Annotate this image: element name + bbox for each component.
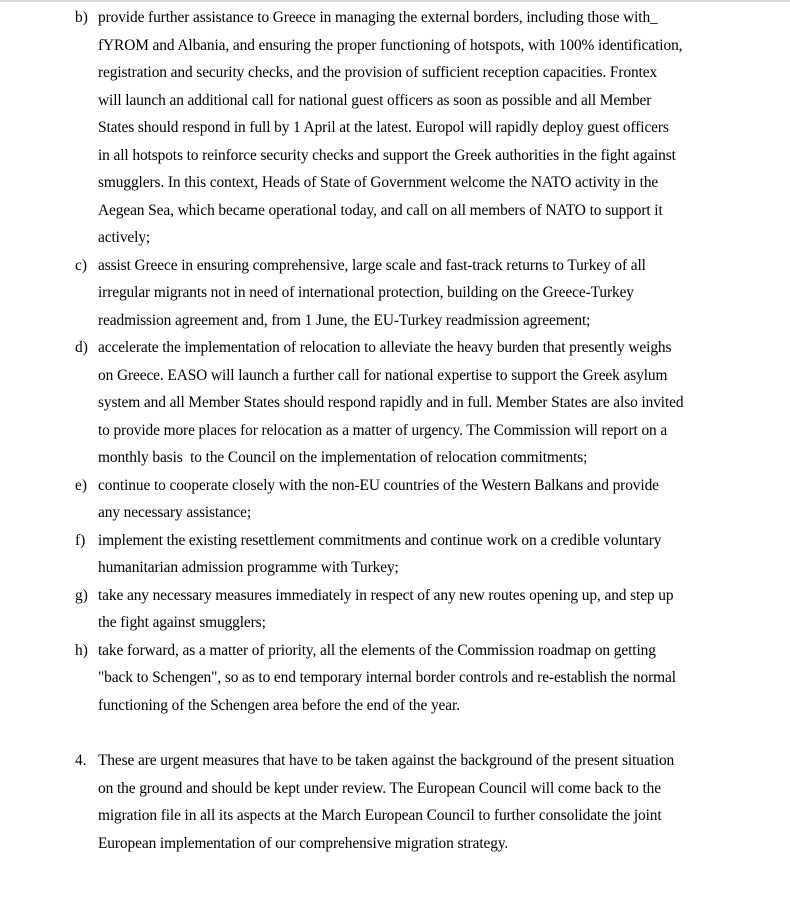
text-line: irregular migrants not in need of international protection, building on the Greece-Turkey xyxy=(98,284,634,301)
list-marker: g) xyxy=(75,587,88,604)
list-marker: h) xyxy=(75,642,88,659)
text-line: accelerate the implementation of relocation to alleviate the heavy burden that presently weighs xyxy=(98,339,672,356)
text-line: assist Greece in ensuring comprehensive, large scale and fast-track returns to Turkey of all xyxy=(98,257,646,274)
text-line: implement the existing resettlement commitments and continue work on a credible voluntary xyxy=(98,532,662,549)
text-line: smugglers. In this context, Heads of State of Government welcome the NATO activity in the xyxy=(98,174,659,191)
text-line: functioning of the Schengen area before the end of the year. xyxy=(98,697,460,714)
text-line: take forward, as a matter of priority, all the elements of the Commission roadmap on getting xyxy=(98,642,656,659)
list-marker: e) xyxy=(75,477,87,494)
text-line: provide further assistance to Greece in managing the external borders, including those with_ xyxy=(98,9,658,26)
text-line: "back to Schengen", so as to end temporary internal border controls and re-establish the normal xyxy=(98,669,676,686)
text-line: to provide more places for relocation as a matter of urgency. The Commission will report on a xyxy=(98,422,668,439)
text-line: the fight against smugglers; xyxy=(98,614,266,631)
text-line: monthly basis to the Council on the implementation of relocation commitments; xyxy=(98,449,588,466)
list-marker: c) xyxy=(75,257,87,274)
text-line: system and all Member States should respond rapidly and in full. Member States are also invited xyxy=(98,394,684,411)
text-line: fYROM and Albania, and ensuring the proper functioning of hotspots, with 100% identification, xyxy=(98,37,683,54)
text-line: actively; xyxy=(98,229,151,246)
text-line: humanitarian admission programme with Turkey; xyxy=(98,559,399,576)
text-line: will launch an additional call for national guest officers as soon as possible and all Member xyxy=(98,92,652,109)
text-line: migration file in all its aspects at the March European Council to further consolidate the joint xyxy=(98,807,662,824)
text-line: European implementation of our comprehensive migration strategy. xyxy=(98,835,509,852)
list-marker: b) xyxy=(75,9,88,26)
text-line: registration and security checks, and the provision of sufficient reception capacities. Frontex xyxy=(98,64,658,81)
page-top-edge xyxy=(0,0,790,2)
text-line: States should respond in full by 1 April at the latest. Europol will rapidly deploy guest officers xyxy=(98,119,669,136)
text-line: in all hotspots to reinforce security checks and support the Greek authorities in the fight against xyxy=(98,147,676,164)
text-line: any necessary assistance; xyxy=(98,504,252,521)
text-line: continue to cooperate closely with the non-EU countries of the Western Balkans and provide xyxy=(98,477,659,494)
text-line: readmission agreement and, from 1 June, the EU-Turkey readmission agreement; xyxy=(98,312,591,329)
text-line: These are urgent measures that have to be taken against the background of the present situation xyxy=(98,752,675,769)
text-line: on the ground and should be kept under review. The European Council will come back to the xyxy=(98,780,661,797)
text-line: take any necessary measures immediately in respect of any new routes opening up, and step up xyxy=(98,587,674,604)
list-marker: f) xyxy=(75,532,86,549)
text-line: Aegean Sea, which became operational today, and call on all members of NATO to support it xyxy=(98,202,663,219)
text-line: on Greece. EASO will launch a further call for national expertise to support the Greek asylum xyxy=(98,367,668,384)
paragraph-number: 4. xyxy=(75,752,87,769)
list-marker: d) xyxy=(75,339,88,356)
